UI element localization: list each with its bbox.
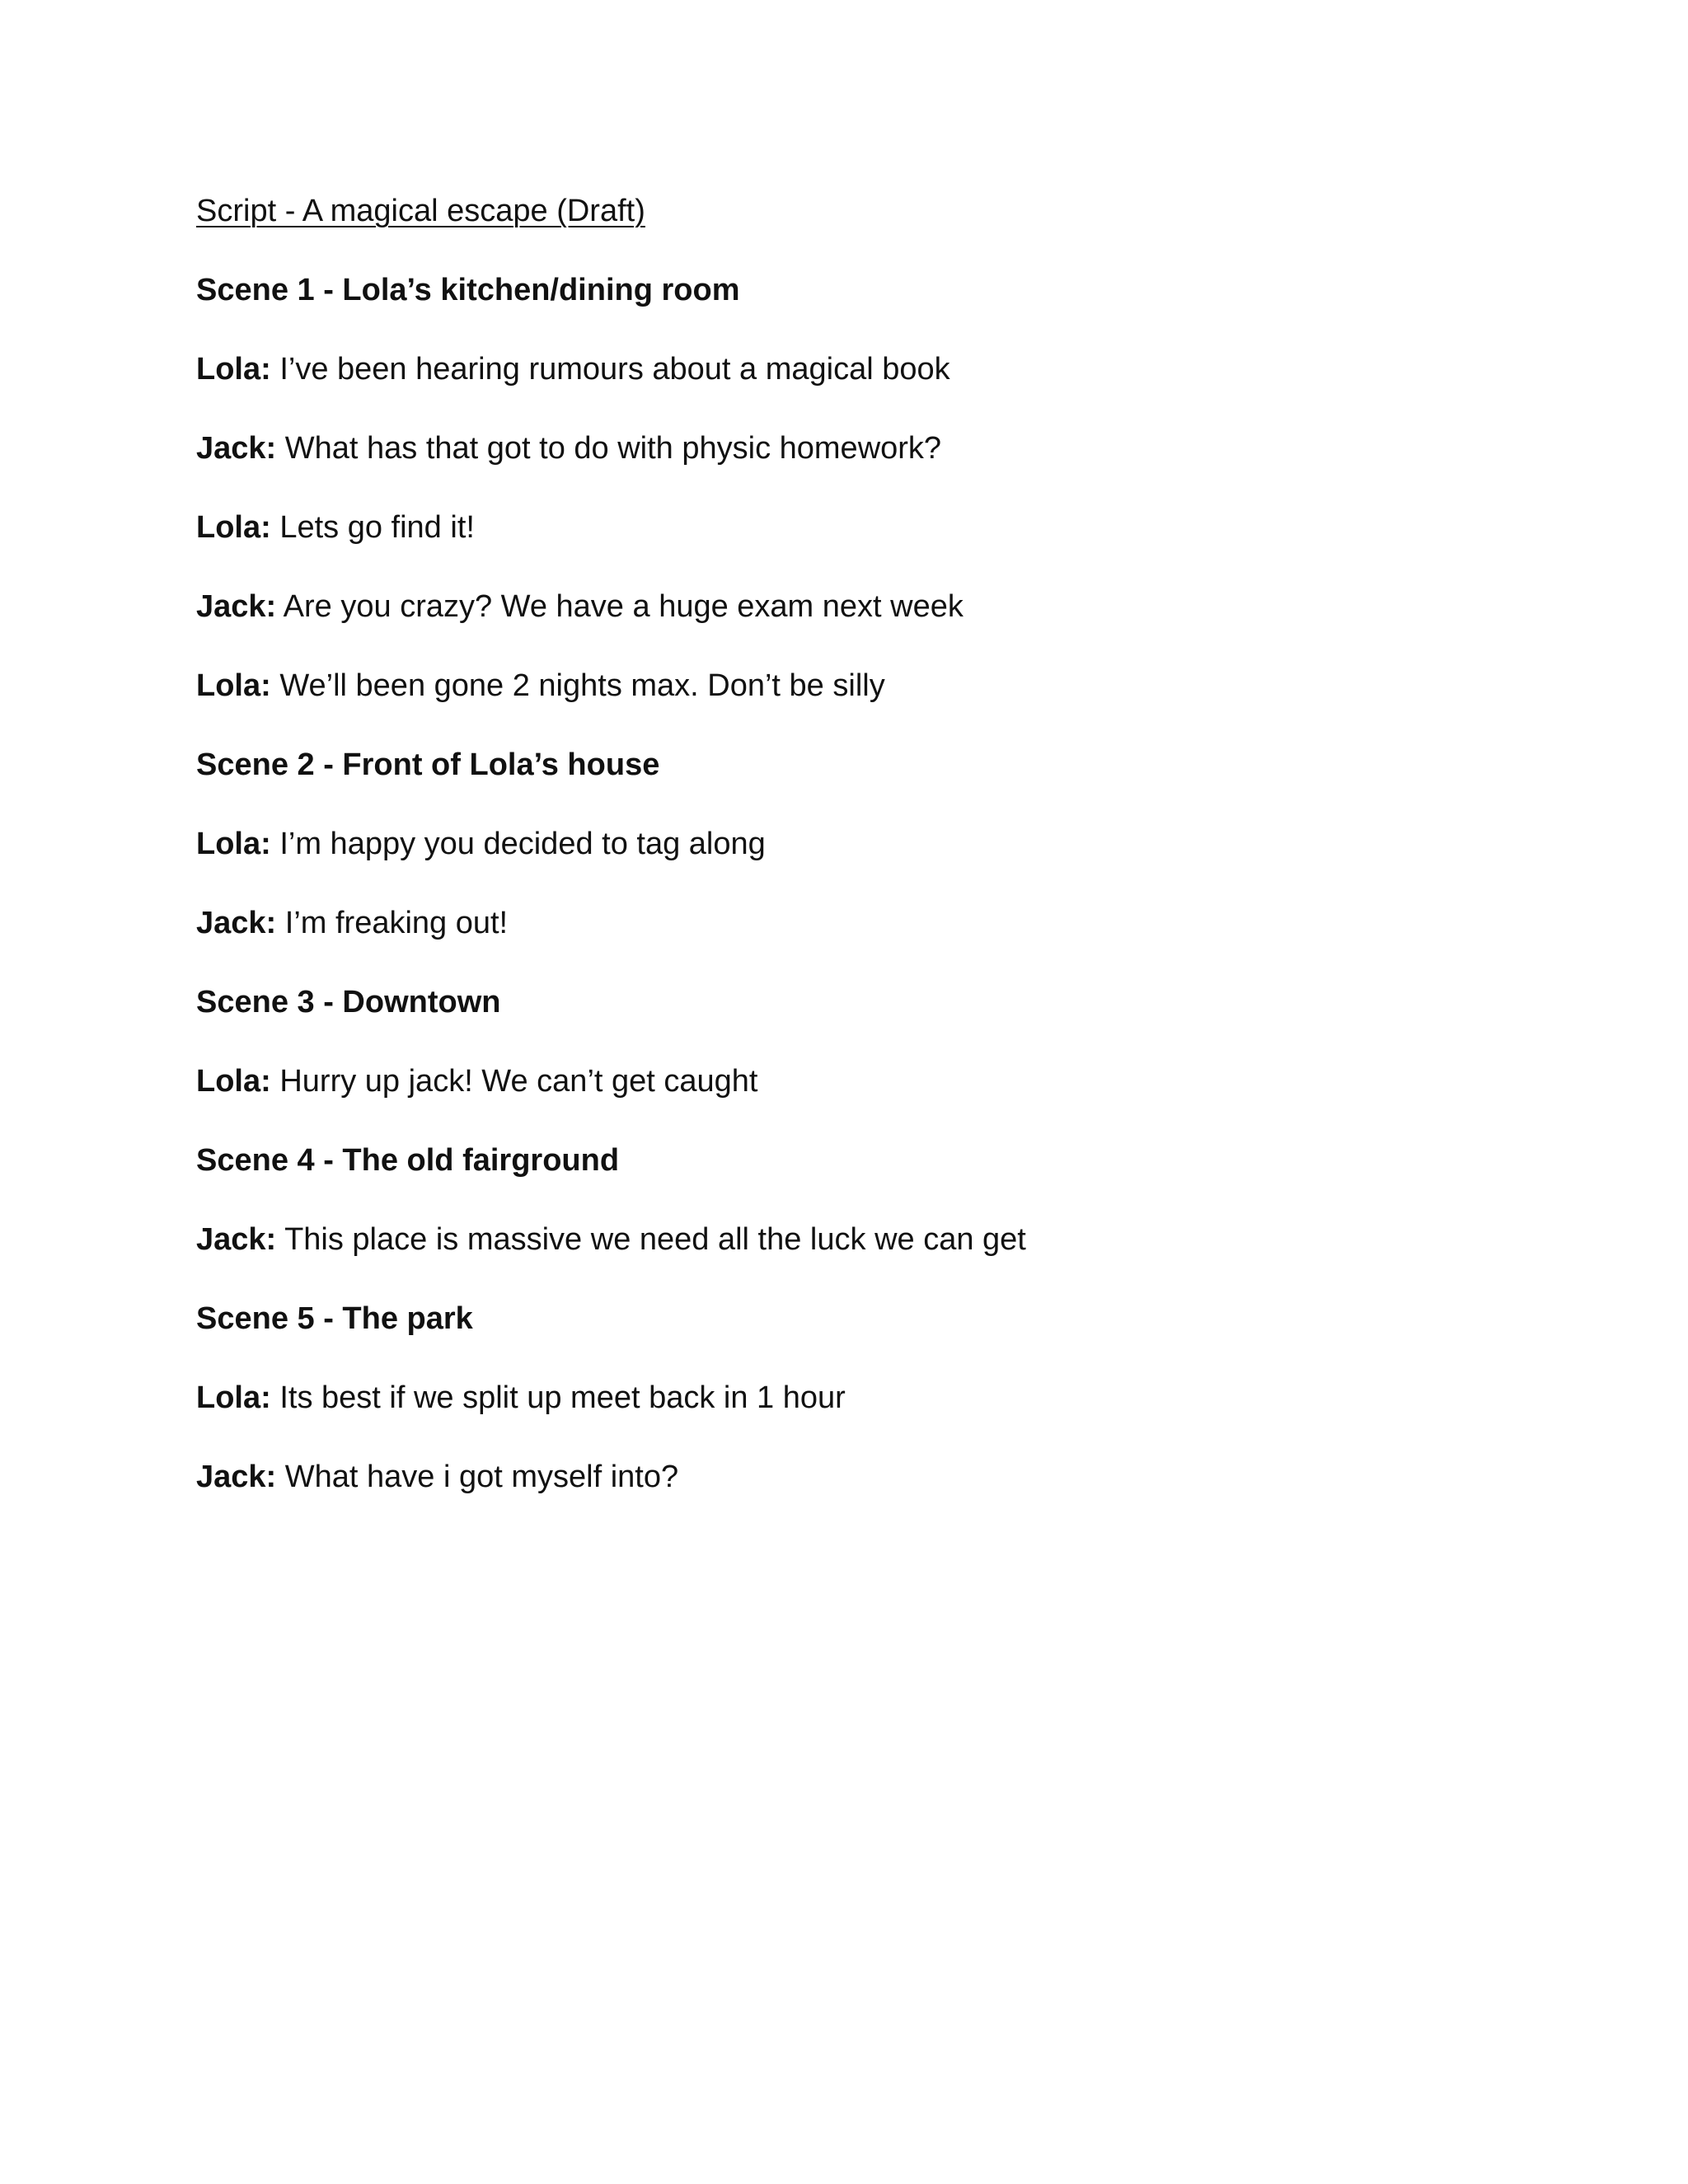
speaker-name: Lola: [196, 510, 271, 545]
dialogue-text: What have i got myself into? [284, 1460, 679, 1494]
script-body [196, 188, 1515, 1500]
dialogue-line [196, 1375, 1515, 1421]
speaker-name: Jack: [196, 906, 277, 940]
dialogue-text: I’ve been hearing rumours about a magical book [279, 352, 950, 387]
dialogue-line [196, 821, 1515, 867]
speaker-name: Lola: [196, 827, 271, 861]
speaker-name: Jack: [196, 589, 277, 624]
scene-heading: Scene 5 - The park [196, 1301, 473, 1336]
dialogue-line [196, 583, 1515, 630]
dialogue-text: Its best if we split up meet back in 1 hour [279, 1380, 846, 1415]
dialogue-line [196, 504, 1515, 551]
dialogue-line [196, 663, 1515, 709]
dialogue-line [196, 1216, 1515, 1263]
speaker-name: Jack: [196, 431, 277, 466]
speaker-name: Lola: [196, 668, 271, 703]
dialogue-text: Hurry up jack! We can’t get caught [279, 1064, 758, 1099]
scene-heading: Scene 1 - Lola’s kitchen/dining room [196, 273, 740, 307]
scene-heading: Scene 2 - Front of Lola’s house [196, 748, 660, 782]
dialogue-line [196, 346, 1515, 392]
scene-heading: Scene 4 - The old fairground [196, 1143, 620, 1178]
speaker-name: Jack: [196, 1222, 277, 1257]
speaker-name: Lola: [196, 352, 271, 387]
scene-heading: Scene 3 - Downtown [196, 985, 501, 1019]
dialogue-line [196, 1058, 1515, 1104]
script-title: Script - A magical escape (Draft) [196, 194, 645, 228]
speaker-name: Jack: [196, 1460, 277, 1494]
speaker-name: Lola: [196, 1380, 271, 1415]
dialogue-text: I’m freaking out! [284, 906, 509, 940]
dialogue-text: Are you crazy? We have a huge exam next week [283, 589, 964, 624]
dialogue-text: Lets go find it! [279, 510, 475, 545]
dialogue-line [196, 900, 1515, 946]
dialogue-text: We’ll been gone 2 nights max. Don’t be silly [279, 668, 885, 703]
speaker-name: Lola: [196, 1064, 271, 1099]
dialogue-line [196, 1454, 1515, 1500]
dialogue-line [196, 425, 1515, 471]
dialogue-text: What has that got to do with physic homework? [284, 431, 942, 466]
dialogue-text: I’m happy you decided to tag along [279, 827, 766, 861]
dialogue-text: This place is massive we need all the luck we can get [284, 1222, 1026, 1257]
